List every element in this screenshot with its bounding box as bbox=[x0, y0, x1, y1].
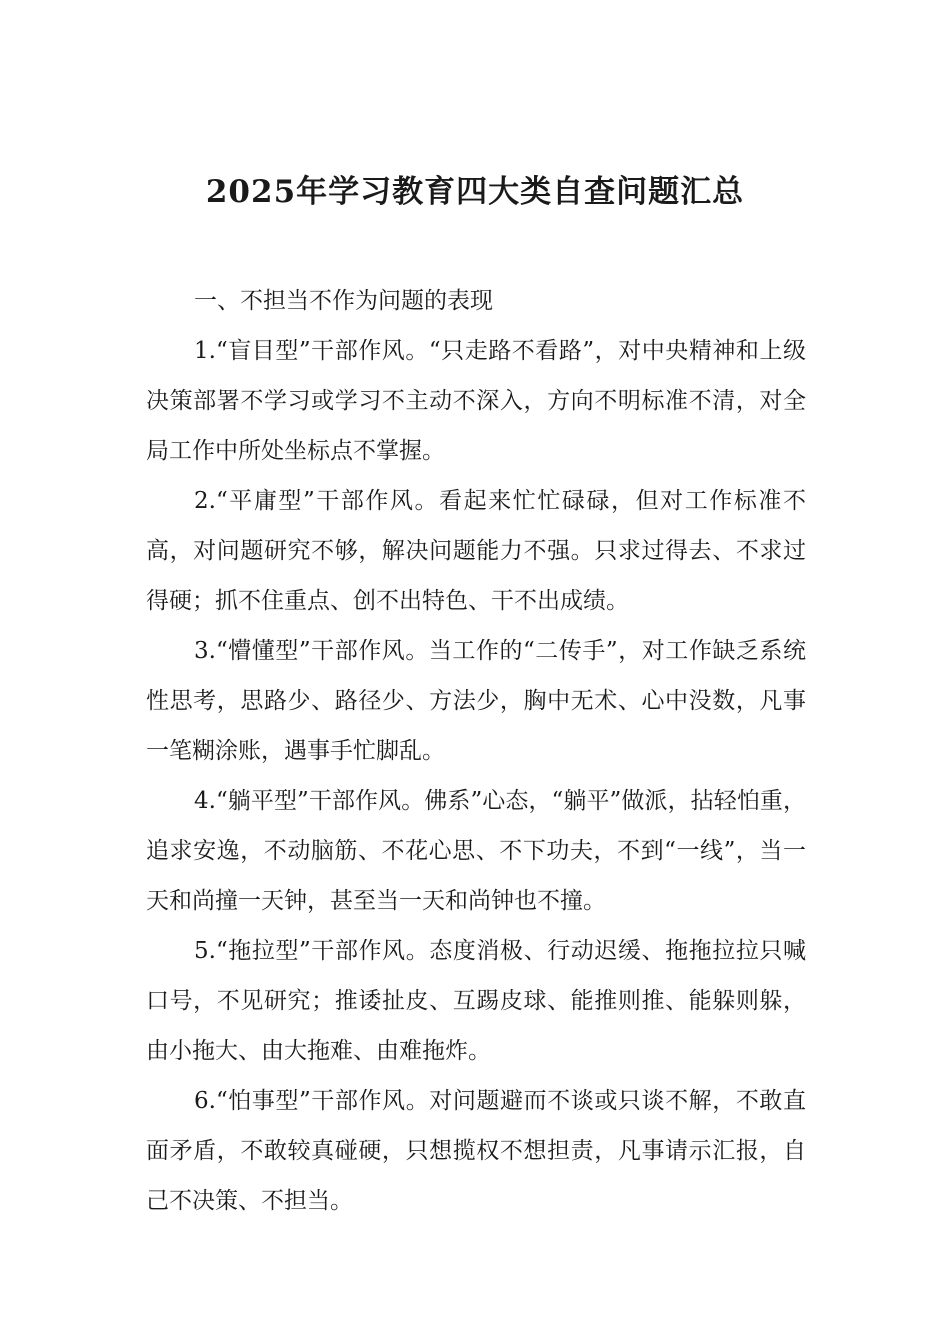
paragraph-item-3: 3.“懵懂型”干部作风。当工作的“二传手”，对工作缺乏系统性思考，思路少、路径少、方法少，胸中无术、心中没数，凡事一笔糊涂账，遇事手忙脚乱。 bbox=[146, 638, 806, 764]
page-title: 2025年学习教育四大类自查问题汇总 bbox=[205, 173, 745, 210]
paragraph-item-1: 1.“盲目型”干部作风。“只走路不看路”，对中央精神和上级决策部署不学习或学习不主动不深入，方向不明标准不清，对全局工作中所处坐标点不掌握。 bbox=[146, 338, 806, 464]
document-body bbox=[146, 276, 806, 1226]
paragraph-item-6: 6.“怕事型”干部作风。对问题避而不谈或只谈不解，不敢直面矛盾，不敢较真碰硬，只想揽权不想担责，凡事请示汇报，自己不决策、不担当。 bbox=[146, 1088, 806, 1214]
paragraph-item-4: 4.“躺平型”干部作风。佛系”心态，“躺平”做派，拈轻怕重，追求安逸，不动脑筋、不花心思、不下功夫，不到“一线”，当一天和尚撞一天钟，甚至当一天和尚钟也不撞。 bbox=[146, 788, 806, 914]
paragraph-item-5: 5.“拖拉型”干部作风。态度消极、行动迟缓、拖拖拉拉只喊口号，不见研究；推诿扯皮、互踢皮球、能推则推、能躲则躲，由小拖大、由大拖难、由难拖炸。 bbox=[146, 938, 806, 1064]
paragraph-item-2: 2.“平庸型”干部作风。看起来忙忙碌碌，但对工作标准不高，对问题研究不够，解决问题能力不强。只求过得去、不求过得硬；抓不住重点、创不出特色、干不出成绩。 bbox=[146, 488, 806, 614]
section-heading: 一、不担当不作为问题的表现 bbox=[194, 288, 493, 314]
